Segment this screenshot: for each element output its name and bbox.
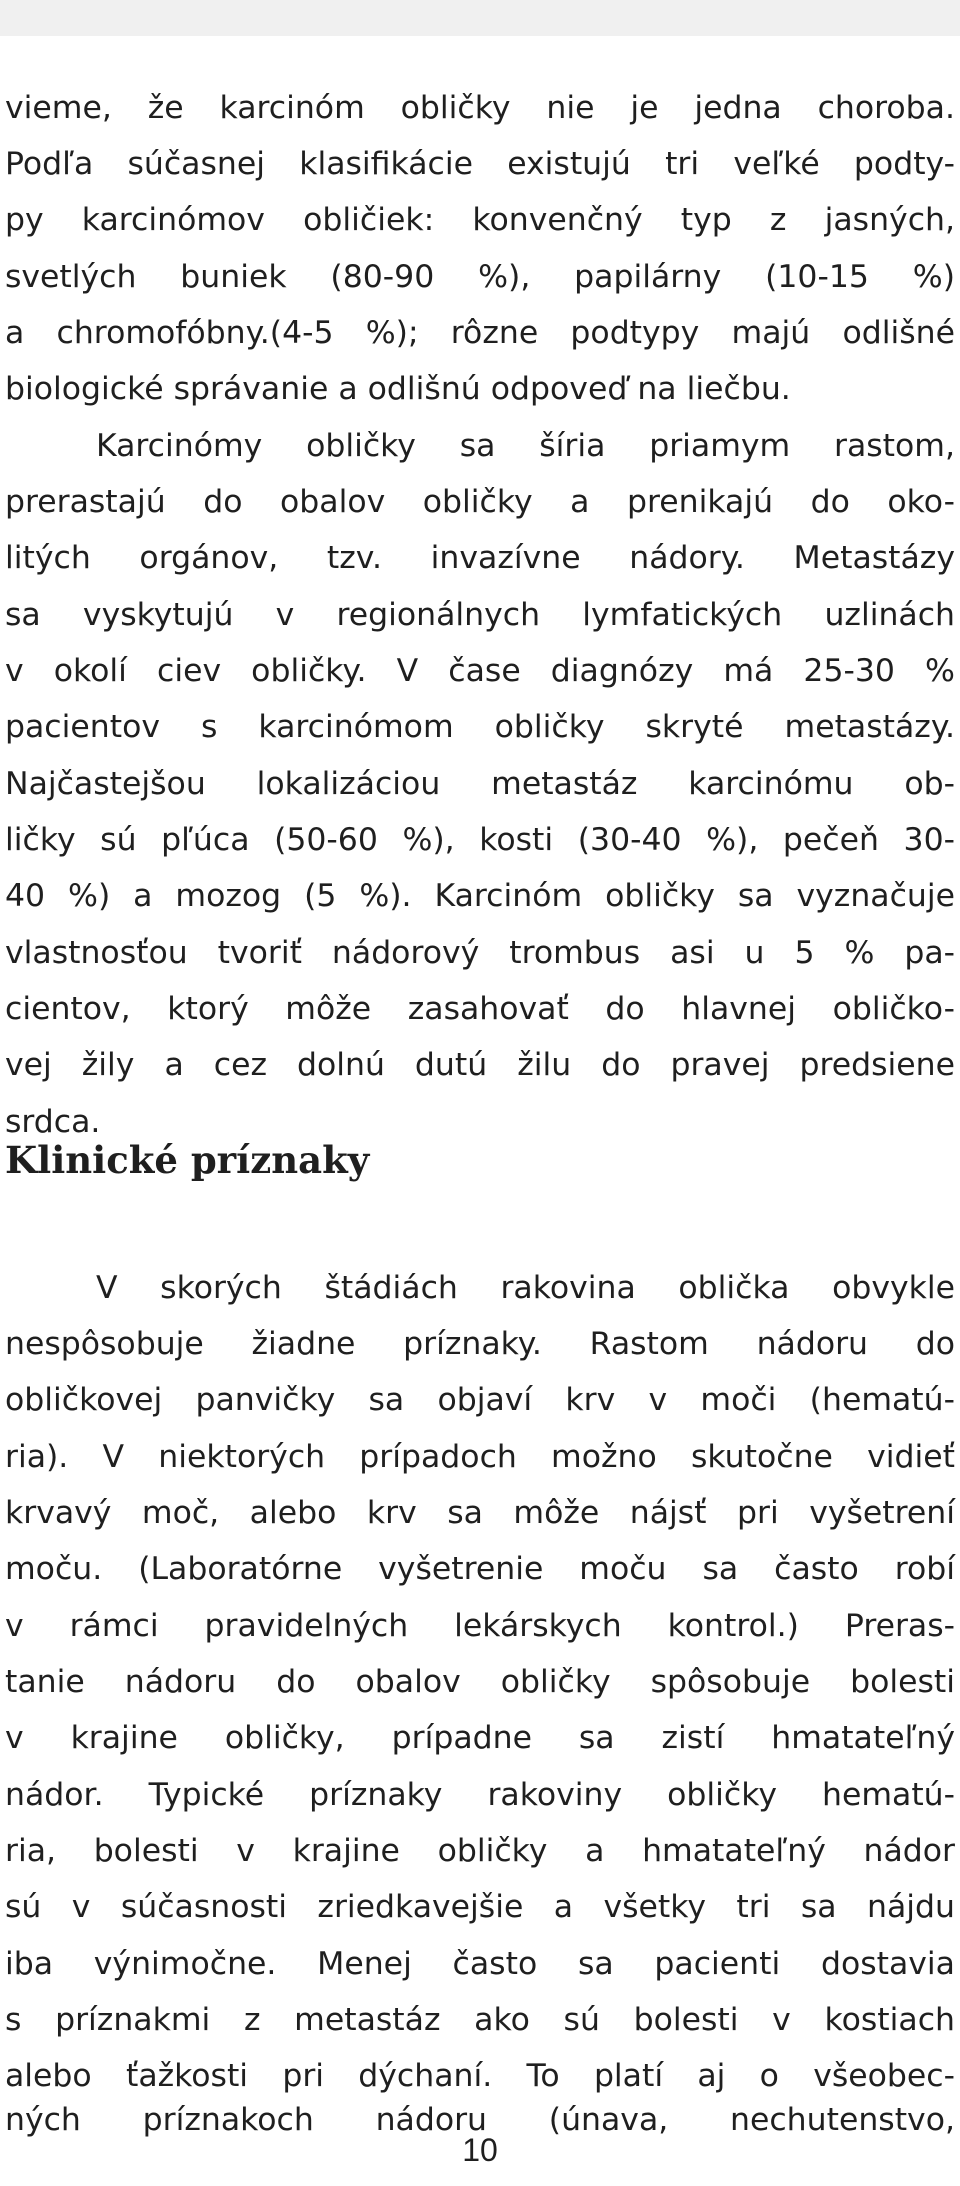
text-line: 40 %) a mozog (5 %). Karcinóm obličky sa vyznačuje — [5, 878, 955, 914]
text-line: v okolí ciev obličky. V čase diagnózy má 25-30 % — [5, 653, 955, 689]
text-line: ria, bolesti v krajine obličky a hmatateľný nádor — [5, 1833, 955, 1869]
text-line: nespôsobuje žiadne príznaky. Rastom nádoru do — [5, 1326, 955, 1362]
text-line: Karcinómy obličky sa šíria priamym rastom, — [96, 428, 955, 464]
text-line: sa vyskytujú v regionálnych lymfatických uzlinách — [5, 597, 955, 633]
text-line: cientov, ktorý môže zasahovať do hlavnej obličko- — [5, 991, 955, 1027]
text-line: pacientov s karcinómom obličky skryté metastázy. — [5, 709, 955, 745]
text-line: a chromofóbny.(4-5 %); rôzne podtypy majú odlišné — [5, 315, 955, 351]
text-line: krvavý moč, alebo krv sa môže nájsť pri vyšetrení — [5, 1495, 955, 1531]
text-line: v krajine obličky, prípadne sa zistí hmatateľný — [5, 1720, 955, 1756]
text-line: Podľa súčasnej klasifikácie existujú tri veľké podty- — [5, 146, 955, 182]
text-line: ličky sú pľúca (50-60 %), kosti (30-40 %), pečeň 30- — [5, 822, 955, 858]
text-line: vej žily a cez dolnú dutú žilu do pravej predsiene — [5, 1047, 955, 1083]
text-line: tanie nádoru do obalov obličky spôsobuje bolesti — [5, 1664, 955, 1700]
text-line: v rámci pravidelných lekárskych kontrol.) Preras- — [5, 1608, 955, 1644]
text-line: py karcinómov obličiek: konvenčný typ z jasných, — [5, 202, 955, 238]
text-line: Najčastejšou lokalizáciou metastáz karcinómu ob- — [5, 766, 955, 802]
text-line: litých orgánov, tzv. invazívne nádory. Metastázy — [5, 540, 955, 576]
text-line: moču. (Laboratórne vyšetrenie moču sa často robí — [5, 1551, 955, 1587]
top-band — [0, 0, 960, 36]
text-line: nádor. Typické príznaky rakoviny obličky hematú- — [5, 1777, 955, 1813]
text-line: iba výnimočne. Menej často sa pacienti dostavia — [5, 1946, 955, 1982]
text-line: svetlých buniek (80-90 %), papilárny (10-15 %) — [5, 259, 955, 295]
text-line: s príznakmi z metastáz ako sú bolesti v kostiach — [5, 2002, 955, 2038]
text-line: biologické správanie a odlišnú odpoveď na liečbu. — [5, 371, 791, 407]
text-line: alebo ťažkosti pri dýchaní. To platí aj o všeobec- — [5, 2058, 955, 2094]
page-number: 10 — [462, 2132, 498, 2168]
text-line: vlastnosťou tvoriť nádorový trombus asi u 5 % pa- — [5, 935, 955, 971]
text-line: sú v súčasnosti zriedkavejšie a všetky tri sa nájdu — [5, 1889, 955, 1925]
text-line: vieme, že karcinóm obličky nie je jedna choroba. — [5, 90, 955, 126]
text-line: V skorých štádiách rakovina oblička obvykle — [96, 1270, 955, 1306]
text-line: srdca. — [5, 1104, 101, 1140]
text-line: ria). V niektorých prípadoch možno skutočne vidieť — [5, 1439, 955, 1475]
section-heading: Klinické príznaky — [5, 1138, 370, 1182]
text-line: prerastajú do obalov obličky a prenikajú do oko- — [5, 484, 955, 520]
text-line: obličkovej panvičky sa objaví krv v moči (hematú- — [5, 1382, 955, 1418]
text-line: ných príznakoch nádoru (únava, nechutenstvo, — [5, 2102, 955, 2138]
